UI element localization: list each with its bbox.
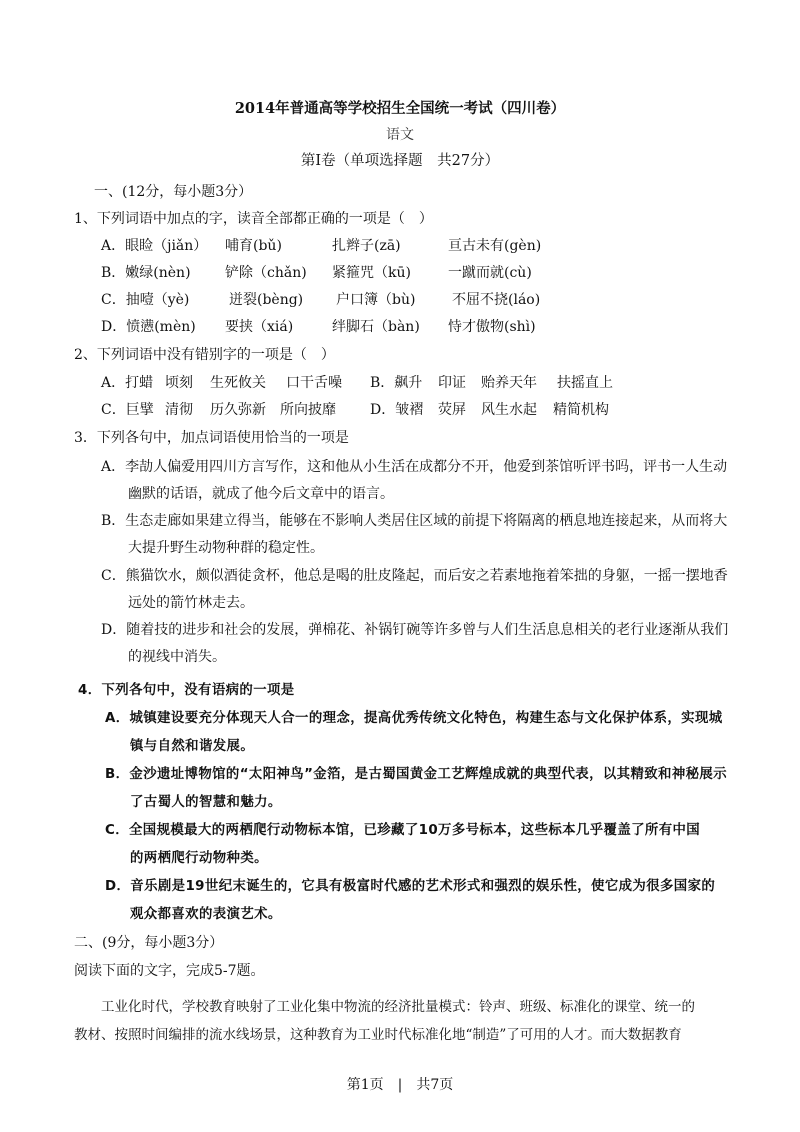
- q2-word: B．飙升: [370, 375, 423, 391]
- q4-option-d-cont: 观众都喜欢的表演艺术。: [130, 907, 282, 922]
- q2-word: 顷刻: [165, 375, 193, 391]
- q4-stem: 4．下列各句中，没有语病的一项是: [78, 683, 295, 698]
- q2-word: D．皱褶: [370, 402, 424, 418]
- q2-word: 荧屏: [438, 402, 466, 418]
- q3-option-c-cont: 远处的箭竹林走去。: [128, 595, 254, 611]
- q1-option-a-3: 扎辫子(zā): [332, 238, 401, 254]
- q1-option-d-4: 恃才傲物(shì): [448, 319, 536, 335]
- reading-paragraph-line: 教材、按照时间编排的流水线场景，这种教育为工业时代标准化地“制造”了可用的人才。而大数据教育: [74, 1027, 682, 1043]
- q1-option-a-1: A．眼睑（jiǎn）: [101, 238, 208, 254]
- section-two-heading: 二、(9分，每小题3分）: [74, 935, 224, 951]
- q1-option-d-2: 要挟（xiá): [225, 319, 294, 335]
- q4-option-b: B．金沙遗址博物馆的“太阳神鸟”金箔，是古蜀国黄金工艺辉煌成就的典型代表，以其精致和神秘展示: [105, 767, 728, 782]
- reading-paragraph-line: 工业化时代，学校教育映射了工业化集中物流的经济批量模式：铃声、班级、标准化的课堂、统一的: [101, 999, 695, 1015]
- q2-word: 精简机构: [553, 402, 609, 418]
- q1-option-c-4: 不屈不挠(láo): [452, 292, 541, 308]
- section-one-heading: 一、(12分，每小题3分）: [94, 184, 253, 200]
- q4-option-d: D．音乐剧是19世纪末诞生的，它具有极富时代感的艺术形式和强烈的娱乐性，使它成为很多国家的: [105, 879, 716, 894]
- q4-option-b-cont: 了古蜀人的智慧和魅力。: [130, 795, 282, 810]
- q3-option-d: D．随着技的进步和社会的发展，弹棉花、补锅钉碗等许多曾与人们生活息息相关的老行业逐渐从我们: [101, 622, 729, 638]
- q3-option-b: B．生态走廊如果建立得当，能够在不影响人类居住区域的前提下将隔离的栖息地连接起来，从而将大: [101, 513, 728, 529]
- q2-word: 清彻: [165, 402, 193, 418]
- q1-option-d-1: D．愤懑(mèn): [101, 319, 196, 335]
- q1-option-b-2: 铲除（chǎn): [225, 265, 307, 281]
- q2-word: 印证: [438, 375, 466, 391]
- q1-option-a-2: 哺育(bǔ): [225, 238, 282, 254]
- page-footer: 第1页 | 共7页: [346, 1077, 454, 1093]
- q4-option-c-cont: 的两栖爬行动物种类。: [130, 851, 268, 866]
- q1-option-d-3: 绊脚石（bàn): [332, 319, 420, 335]
- q2-word: 口干舌噪: [286, 375, 342, 391]
- q2-word: A．打蜡: [101, 375, 154, 391]
- q2-word: 历久弥新: [210, 402, 266, 418]
- volume-heading: 第Ⅰ卷（单项选择题 共27分）: [300, 153, 500, 169]
- q1-option-a-4: 亘古未有(gèn): [448, 238, 542, 254]
- q2-word: 风生水起: [481, 402, 537, 418]
- q3-option-d-cont: 的视线中消失。: [128, 649, 226, 665]
- q1-option-c-3: 户口簿（bù): [336, 292, 416, 308]
- q3-stem: 3．下列各句中，加点词语使用恰当的一项是: [74, 430, 349, 446]
- q2-word: 贻养天年: [481, 375, 537, 391]
- q3-option-c: C．熊猫饮水，颇似酒徒贪杯，他总是喝的肚皮隆起，而后安之若素地拖着笨拙的身躯，一摇一摆地香: [101, 568, 728, 584]
- q3-option-b-cont: 大提升野生动物种群的稳定性。: [128, 540, 324, 556]
- subject-label: 语文: [386, 127, 414, 143]
- q2-stem: 2、下列词语中没有错别字的一项是（ ）: [74, 347, 335, 363]
- q4-option-a-cont: 镇与自然和谐发展。: [130, 739, 255, 754]
- reading-intro: 阅读下面的文字，完成5-7题。: [74, 963, 265, 979]
- q2-word: C．巨擘: [101, 402, 154, 418]
- q1-option-b-3: 紧箍咒（kū): [332, 265, 411, 281]
- q4-option-c: C．全国规模最大的两栖爬行动物标本馆，已珍藏了10万多号标本，这些标本几乎覆盖了所有中国: [105, 823, 701, 838]
- q2-word: 扶摇直上: [557, 375, 613, 391]
- q4-option-a: A．城镇建设要充分体现天人合一的理念，提高优秀传统文化特色，构建生态与文化保护体系，实现城: [105, 711, 723, 726]
- q2-word: 生死攸关: [210, 375, 266, 391]
- q1-option-b-4: 一蹴而就(cù): [448, 265, 532, 281]
- q3-option-a-cont: 幽默的话语，就成了他今后文章中的语言。: [128, 486, 394, 502]
- q1-stem: 1、下列词语中加点的字，读音全部都正确的一项是（ ）: [74, 211, 433, 227]
- exam-title: 2014年普通高等学校招生全国统一考试（四川卷）: [234, 100, 566, 117]
- q1-option-c-2: 迸裂(bèng): [229, 292, 304, 308]
- q1-option-c-1: C．抽噎（yè): [101, 292, 190, 308]
- q3-option-a: A．李劼人偏爱用四川方言写作，这和他从小生活在成都分不开，他爱到茶馆听评书吗，评书一人生动: [101, 459, 728, 475]
- q1-option-b-1: B．嫩绿(nèn): [101, 265, 191, 281]
- q2-word: 所向披靡: [280, 402, 336, 418]
